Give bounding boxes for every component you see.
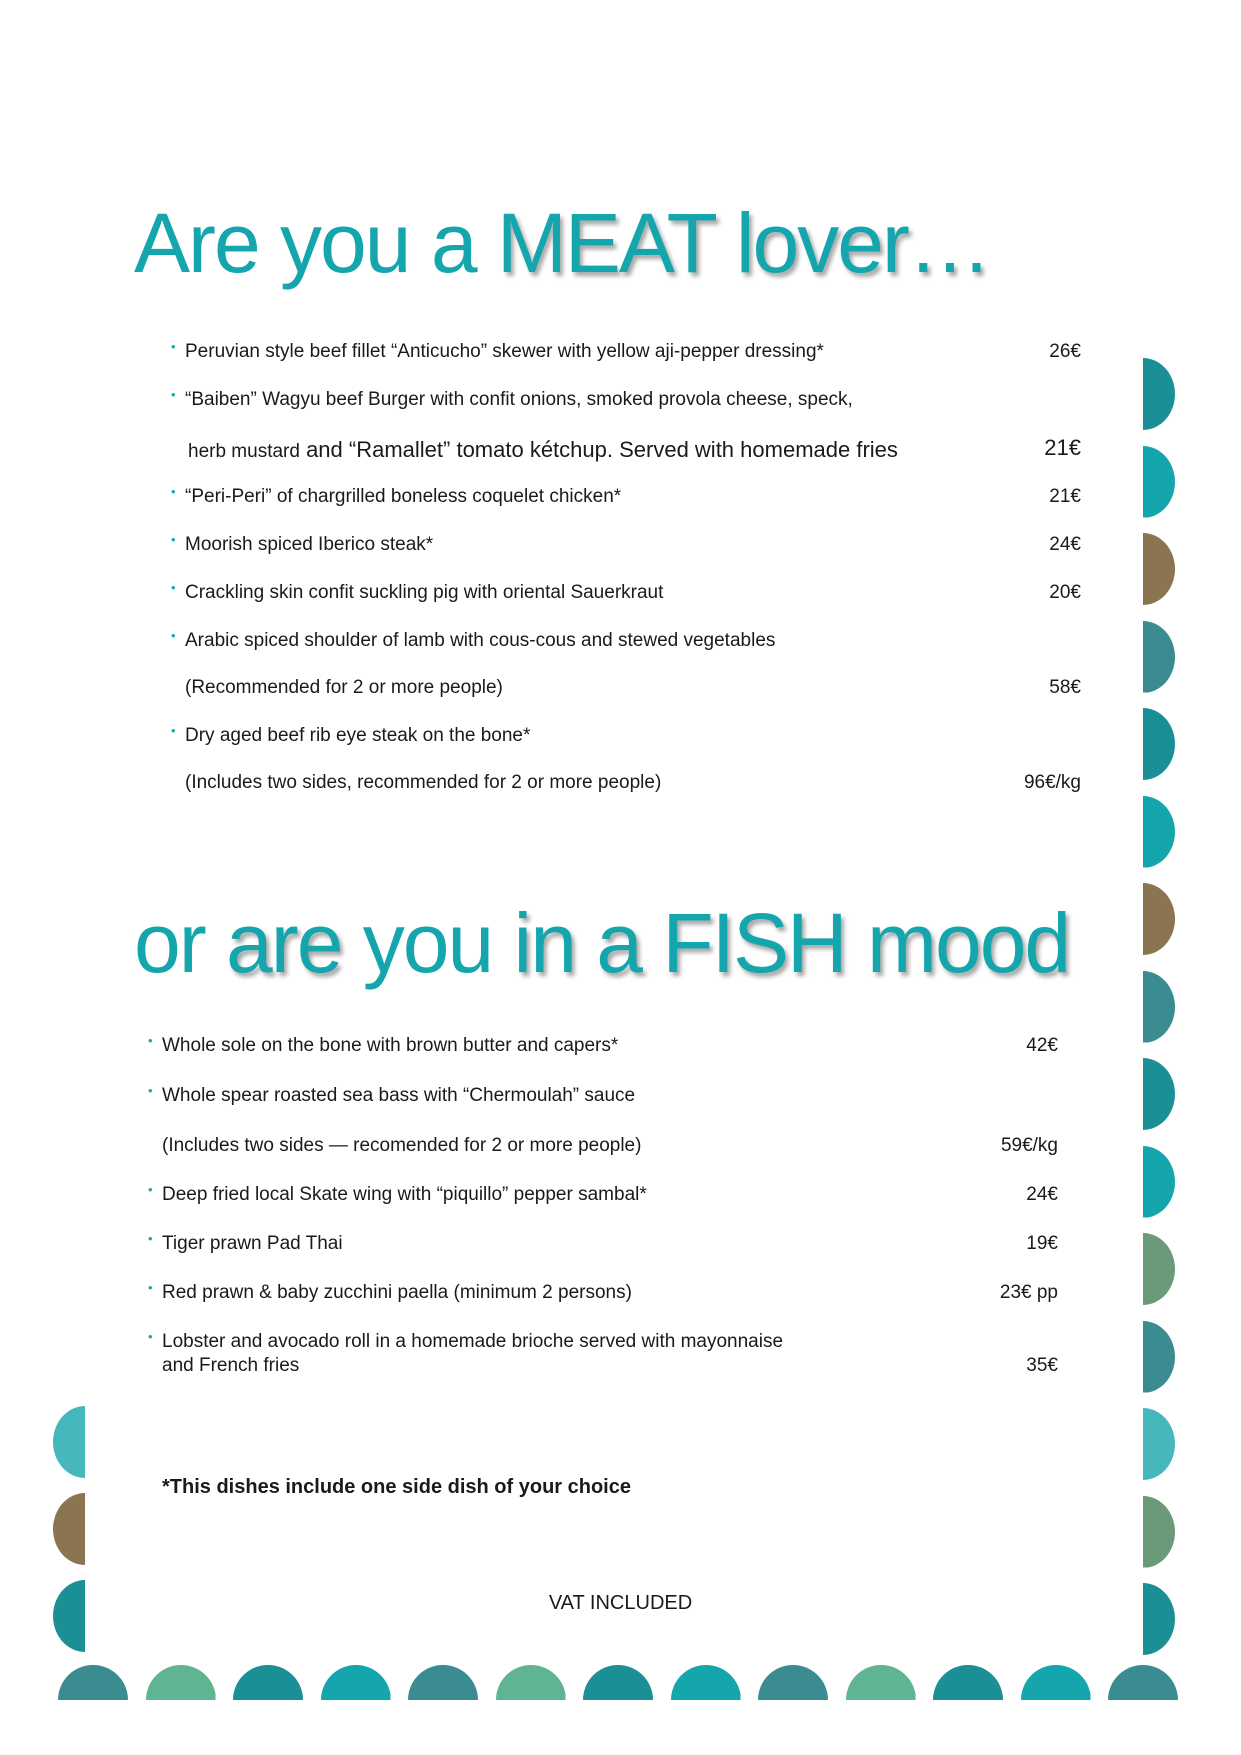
- fish-item-6-line2: and French fries: [162, 1355, 300, 1376]
- fish-price-4: 19€: [1026, 1233, 1058, 1254]
- fish-item-4: • Tiger prawn Pad Thai: [148, 1231, 343, 1254]
- half-circle-decoration: [53, 1580, 117, 1652]
- fish-price-1: 42€: [1026, 1035, 1058, 1056]
- fish-heading: or are you in a FISH mood: [134, 896, 1070, 990]
- half-circle-decoration: [1111, 621, 1175, 693]
- meat-item-2-line2: herb mustard and “Ramallet” tomato kétchup. Served with homemade fries: [188, 437, 898, 462]
- fish-price-3: 24€: [1026, 1184, 1058, 1205]
- fish-item-3: • Deep fried local Skate wing with “piquillo” pepper sambal*: [148, 1182, 647, 1205]
- half-circle-decoration: [321, 1665, 391, 1735]
- meat-item-4: • Moorish spiced Iberico steak*: [171, 532, 434, 555]
- meat-price-5: 20€: [1049, 582, 1081, 603]
- meat-price-4: 24€: [1049, 534, 1081, 555]
- bullet-icon: •: [171, 484, 176, 499]
- fish-item-1: • Whole sole on the bone with brown butter and capers*: [148, 1033, 619, 1056]
- half-circle-decoration: [1111, 1408, 1175, 1480]
- half-circle-decoration: [1111, 1146, 1175, 1218]
- bullet-icon: •: [171, 387, 176, 402]
- half-circle-decoration: [671, 1665, 741, 1735]
- fish-item-6: • Lobster and avocado roll in a homemade brioche served with mayonnaise: [148, 1329, 784, 1352]
- half-circle-decoration: [1111, 1321, 1175, 1393]
- half-circle-decoration: [1021, 1665, 1091, 1735]
- half-circle-decoration: [408, 1665, 478, 1735]
- half-circle-decoration: [1111, 446, 1175, 518]
- meat-price-2: 21€: [1044, 435, 1081, 460]
- half-circle-decoration: [53, 1406, 117, 1478]
- half-circle-decoration: [1111, 533, 1175, 605]
- half-circle-decoration: [1111, 708, 1175, 780]
- meat-item-7-line2: (Includes two sides, recommended for 2 or more people): [185, 772, 662, 793]
- half-circle-decoration: [1111, 971, 1175, 1043]
- bullet-icon: •: [148, 1083, 153, 1098]
- half-circle-decoration: [1111, 358, 1175, 430]
- half-circle-decoration: [146, 1665, 216, 1735]
- meat-item-6-line2: (Recommended for 2 or more people): [185, 677, 503, 698]
- half-circle-decoration: [933, 1665, 1003, 1735]
- meat-heading: [134, 195, 990, 292]
- bullet-icon: •: [148, 1231, 153, 1246]
- meat-price-7: 96€/kg: [1023, 772, 1081, 793]
- bullet-icon: •: [171, 339, 176, 354]
- fish-price-5: 23€ pp: [999, 1282, 1058, 1303]
- half-circle-decoration: [1108, 1665, 1178, 1735]
- half-circle-decoration: [1111, 1496, 1175, 1568]
- meat-item-7: • Dry aged beef rib eye steak on the bone*: [171, 723, 531, 746]
- bullet-icon: •: [171, 580, 176, 595]
- half-circle-decoration: [233, 1665, 303, 1735]
- meat-price-6: 58€: [1049, 677, 1081, 698]
- fish-item-5: • Red prawn & baby zucchini paella (minimum 2 persons): [148, 1280, 632, 1303]
- bullet-icon: •: [148, 1033, 153, 1048]
- fish-item-2-line2: (Includes two sides — recomended for 2 or more people): [162, 1135, 642, 1156]
- half-circle-decoration: [1111, 796, 1175, 868]
- meat-item-2: • “Baiben” Wagyu beef Burger with confit onions, smoked provola cheese, speck,: [171, 387, 853, 410]
- half-circle-decoration: [758, 1665, 828, 1735]
- vat-notice: VAT INCLUDED: [548, 1592, 693, 1614]
- bullet-icon: •: [148, 1329, 153, 1344]
- side-dish-footnote: *This dishes include one side dish of your choice: [162, 1476, 631, 1498]
- half-circle-decoration: [1111, 1233, 1175, 1305]
- fish-item-2: • Whole spear roasted sea bass with “Chermoulah” sauce: [148, 1083, 636, 1106]
- meat-item-1: • Peruvian style beef fillet “Anticucho” skewer with yellow aji-pepper dressing*: [171, 339, 824, 362]
- meat-item-6: • Arabic spiced shoulder of lamb with cous-cous and stewed vegetables: [171, 628, 776, 651]
- meat-heading-emphasis: MEAT lover…: [496, 196, 990, 290]
- half-circle-decoration: [53, 1493, 117, 1565]
- meat-price-3: 21€: [1049, 486, 1081, 507]
- bullet-icon: •: [148, 1182, 153, 1197]
- meat-item-3: • “Peri-Peri” of chargrilled boneless coquelet chicken*: [171, 484, 622, 507]
- bullet-icon: •: [148, 1280, 153, 1295]
- half-circle-decoration: [496, 1665, 566, 1735]
- half-circle-decoration: [1111, 883, 1175, 955]
- half-circle-decoration: [846, 1665, 916, 1735]
- bullet-icon: •: [171, 628, 176, 643]
- meat-heading-pre: Are you a: [134, 196, 497, 290]
- fish-price-6: 35€: [1026, 1355, 1058, 1376]
- half-circle-decoration: [583, 1665, 653, 1735]
- fish-heading-emphasis: FISH mood: [662, 896, 1070, 990]
- meat-item-5: • Crackling skin confit suckling pig with oriental Sauerkraut: [171, 580, 664, 603]
- half-circle-decoration: [58, 1665, 128, 1735]
- fish-price-2: 59€/kg: [1000, 1135, 1058, 1156]
- bullet-icon: •: [171, 532, 176, 547]
- half-circle-decoration: [1111, 1058, 1175, 1130]
- bullet-icon: •: [171, 723, 176, 738]
- meat-price-1: 26€: [1049, 341, 1081, 362]
